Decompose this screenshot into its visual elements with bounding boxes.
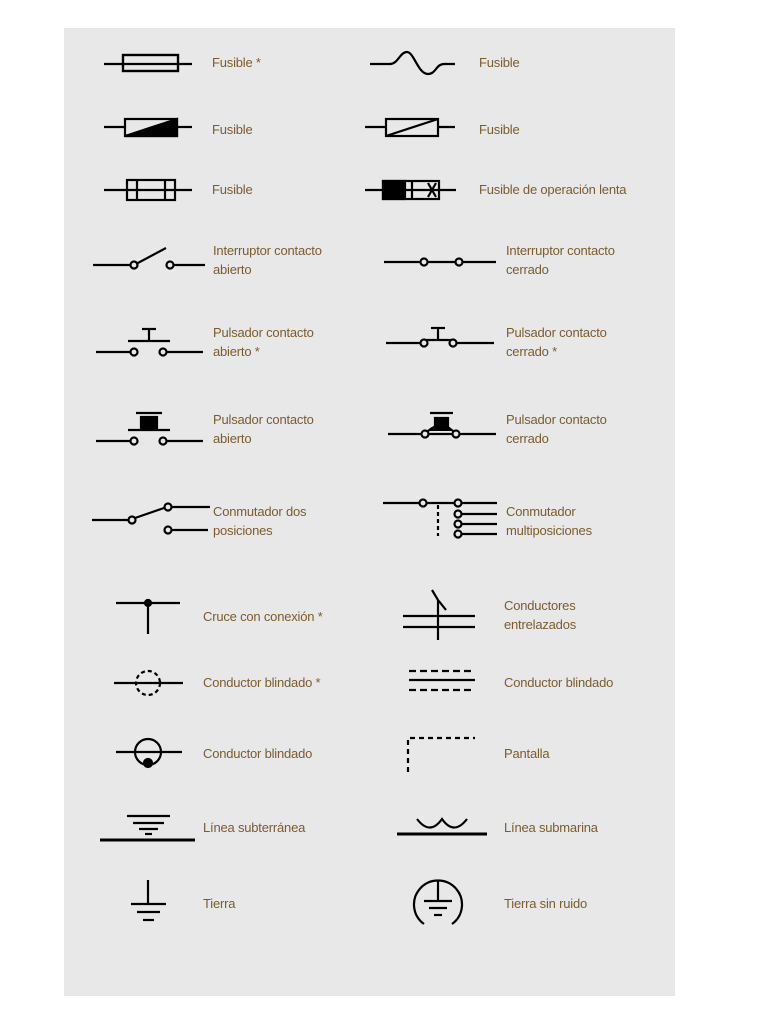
twisted-conductors-label: [504, 596, 576, 634]
crossing-connected-label: [203, 607, 323, 626]
shielded-1-label: [203, 673, 320, 692]
pushbutton-closed-symbol-2: [388, 413, 496, 438]
twisted-conductors-label-line: Conductores: [504, 598, 576, 613]
switch-open-label-line: abierto: [213, 262, 252, 277]
fuse-5-label: [212, 180, 253, 199]
two-way-switch-label-line: Conmutador dos: [213, 504, 307, 519]
fuse-5-label-line: Fusible: [212, 182, 253, 197]
multi-way-switch-symbol: [383, 500, 497, 538]
pushbutton-closed-2-label-line: Pulsador contacto: [506, 412, 607, 427]
fuse-1-label-line: Fusible *: [212, 55, 261, 70]
pushbutton-closed-1-label-line: Pulsador contacto: [506, 325, 607, 340]
pushbutton-open-symbol-1: [96, 329, 203, 356]
pushbutton-closed-2-label-line: cerrado: [506, 431, 549, 446]
two-way-switch-symbol: [92, 504, 210, 534]
shielded-conductor-symbol-1: [114, 671, 183, 695]
fuse-1-label: [212, 53, 261, 72]
pushbutton-closed-2-label: [506, 410, 607, 448]
switch-closed-label-line: Interruptor contacto: [506, 243, 615, 258]
underground-line-label-line: Línea subterránea: [203, 820, 306, 835]
pushbutton-closed-1-label-line: cerrado *: [506, 344, 557, 359]
switch-closed-label: [506, 241, 615, 279]
twisted-conductors-symbol: [403, 590, 475, 640]
two-way-switch-label: [213, 502, 306, 540]
pushbutton-open-1-label-line: Pulsador contacto: [213, 325, 314, 340]
shielded-2-label-line: Conductor blindado: [504, 675, 614, 690]
underground-line-symbol: [100, 816, 195, 840]
fuse-3-label-line: Fusible: [212, 122, 253, 137]
crossing-connected-symbol: [116, 600, 180, 634]
shielded-2-label: [504, 673, 613, 692]
shielded-3-label: [203, 744, 312, 763]
earth-symbol: [131, 880, 166, 920]
submarine-line-label: [504, 818, 598, 837]
noiseless-earth-label-line: Tierra sin ruido: [504, 896, 588, 911]
screen-label-line: Pantalla: [504, 746, 550, 761]
fuse-2-label-line: Fusible: [479, 55, 520, 70]
pushbutton-open-symbol-2: [96, 413, 203, 445]
multi-way-switch-label: [506, 502, 592, 540]
earth-label: [203, 894, 235, 913]
pushbutton-closed-1-label: [506, 323, 607, 361]
fuse-3-label: [212, 120, 253, 139]
underground-line-label: [203, 818, 305, 837]
screen-label: [504, 744, 549, 763]
crossing-connected-label-line: Cruce con conexión *: [203, 609, 323, 624]
two-way-switch-label-line: posiciones: [213, 523, 273, 538]
fuse-symbol-5: [104, 180, 192, 200]
earth-label-line: Tierra: [203, 896, 236, 911]
multi-way-switch-label-line: multiposiciones: [506, 523, 592, 538]
switch-closed-label-line: cerrado: [506, 262, 549, 277]
fuse-symbol-4: [365, 119, 455, 136]
fuse-2-label: [479, 53, 520, 72]
pushbutton-open-2-label-line: abierto: [213, 431, 252, 446]
pushbutton-open-2-label: [213, 410, 314, 448]
fuse-slow-label-line: Fusible de operación lenta: [479, 182, 627, 197]
fuse-symbol-1: [104, 55, 192, 71]
shielded-3-label-line: Conductor blindado: [203, 746, 313, 761]
twisted-conductors-label-line: entrelazados: [504, 617, 577, 632]
fuse-4-label: [479, 120, 520, 139]
fuse-slow-label: [479, 180, 626, 199]
pushbutton-open-2-label-line: Pulsador contacto: [213, 412, 314, 427]
pushbutton-closed-symbol-1: [386, 328, 494, 347]
switch-open-symbol: [93, 248, 205, 269]
noiseless-earth-label: [504, 894, 587, 913]
noiseless-earth-symbol: [414, 880, 462, 924]
multi-way-switch-label-line: Conmutador: [506, 504, 576, 519]
switch-closed-symbol: [384, 259, 496, 266]
shielded-conductor-symbol-3: [116, 739, 182, 767]
shielded-conductor-symbol-2: [409, 671, 475, 690]
submarine-line-label-line: Línea submarina: [504, 820, 598, 835]
switch-open-label: [213, 241, 322, 279]
fuse-symbol-3: [104, 119, 192, 136]
shielded-1-label-line: Conductor blindado *: [203, 675, 321, 690]
submarine-line-symbol: [397, 819, 487, 834]
switch-open-label-line: Interruptor contacto: [213, 243, 322, 258]
fuse-slow-symbol: [365, 181, 456, 199]
fuse-symbol-2: [370, 52, 455, 74]
pushbutton-open-1-label: [213, 323, 314, 361]
fuse-4-label-line: Fusible: [479, 122, 520, 137]
screen-symbol: [408, 738, 475, 772]
pushbutton-open-1-label-line: abierto *: [213, 344, 260, 359]
